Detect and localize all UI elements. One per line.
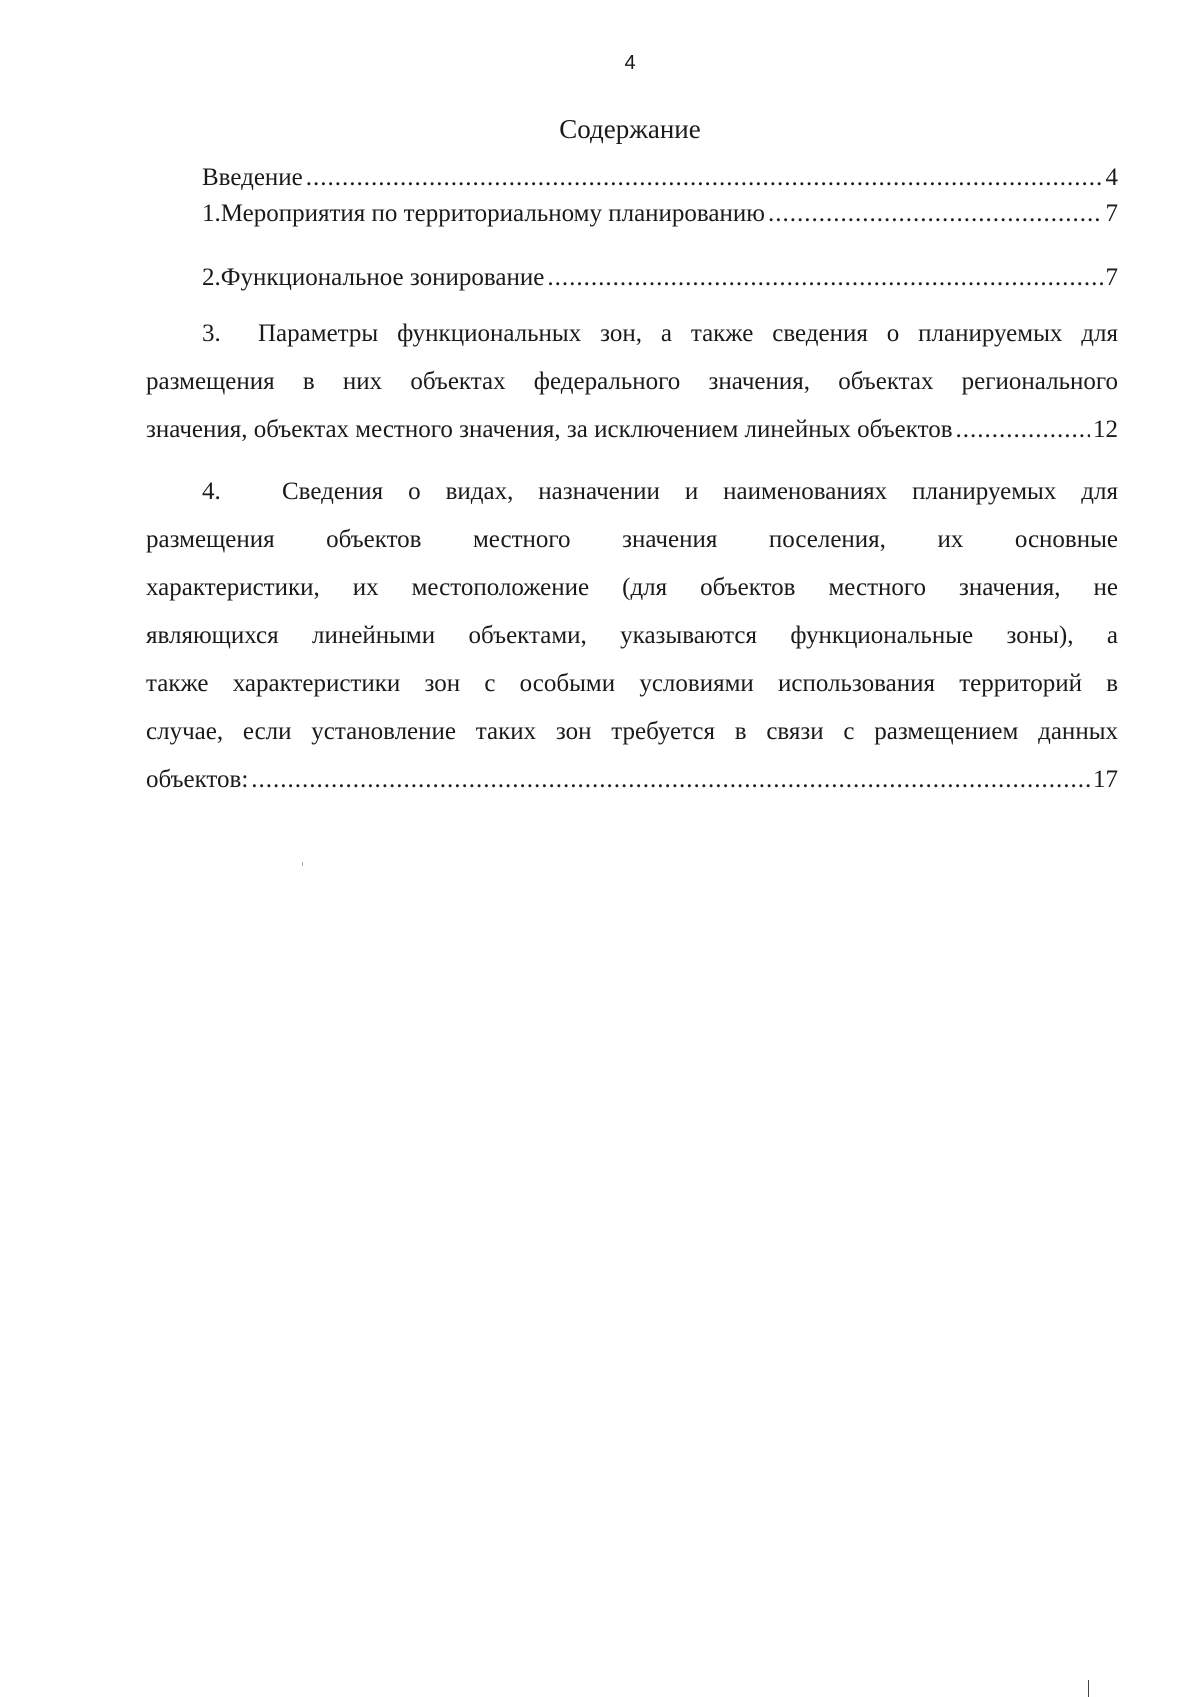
toc-entry-text: Сведения о видах, назначении и наименованиях планируемых для xyxy=(282,478,1118,505)
toc-entry-4[interactable] xyxy=(146,468,1118,804)
toc-entry-line xyxy=(146,310,1118,358)
toc-entry-text: значения, объектах местного значения, за исключением линейных объектов xyxy=(146,416,953,443)
toc-entry-text: размещения в них объектах федерального значения, объектах регионального xyxy=(146,368,1118,395)
toc-entry-line xyxy=(146,756,1118,804)
toc-entry-page: 4 xyxy=(1105,164,1118,191)
toc-entry-line xyxy=(146,516,1118,564)
dot-leader xyxy=(306,160,1103,196)
toc-entry-label: Мероприятия по территориальному планированию xyxy=(220,200,765,227)
dot-leader xyxy=(547,254,1102,302)
dot-leader xyxy=(956,406,1091,454)
toc-entry-text: являющихся линейными объектами, указываются функциональные зоны), а xyxy=(146,622,1118,649)
toc-entry-page: 12 xyxy=(1093,416,1118,443)
dot-leader xyxy=(251,756,1090,804)
toc-entry-page: 17 xyxy=(1093,766,1118,793)
toc-entry-page: 7 xyxy=(1105,200,1118,227)
toc-entry-text: размещения объектов местного значения поселения, их основные xyxy=(146,526,1118,553)
toc-entry-text: объектов: xyxy=(146,766,249,793)
toc-entry-page: 7 xyxy=(1105,264,1118,291)
toc-entry-3[interactable] xyxy=(146,310,1118,454)
toc-entry-line xyxy=(146,708,1118,756)
toc-title: Содержание xyxy=(559,114,701,144)
toc-entry-line xyxy=(146,660,1118,708)
toc-entry-label: Введение xyxy=(202,164,303,191)
toc-entry-line xyxy=(146,406,1118,454)
scan-mark xyxy=(1088,1680,1089,1697)
toc-block-top xyxy=(146,160,1118,232)
toc-entry-number: 1. xyxy=(202,200,221,227)
toc-entry-line xyxy=(146,468,1118,516)
toc-entry-line xyxy=(146,358,1118,406)
toc-block-item2 xyxy=(146,254,1118,302)
scan-speck xyxy=(302,862,303,866)
toc-entry-text: Параметры функциональных зон, а также сведения о планируемых для xyxy=(258,320,1118,347)
toc-entry-intro[interactable] xyxy=(146,160,1118,196)
toc-entry-label: Функциональное зонирование xyxy=(220,264,545,291)
toc-entry-line xyxy=(146,612,1118,660)
toc-entry-number: 2. xyxy=(202,264,221,291)
toc-entry-text: характеристики, их местоположение (для объектов местного значения, не xyxy=(146,574,1118,601)
toc-entry-text: также характеристики зон с особыми условиями использования территорий в xyxy=(146,670,1118,697)
dot-leader xyxy=(768,196,1103,232)
page-number: 4 xyxy=(624,52,636,74)
toc-entry-number: 4. xyxy=(202,478,221,505)
toc-entry-2[interactable] xyxy=(146,254,1118,302)
toc-entry-line xyxy=(146,564,1118,612)
toc-entry-1[interactable] xyxy=(146,196,1118,232)
toc-entry-text: случае, если установление таких зон требуется в связи с размещением данных xyxy=(146,718,1118,745)
toc-entry-number: 3. xyxy=(202,320,221,347)
